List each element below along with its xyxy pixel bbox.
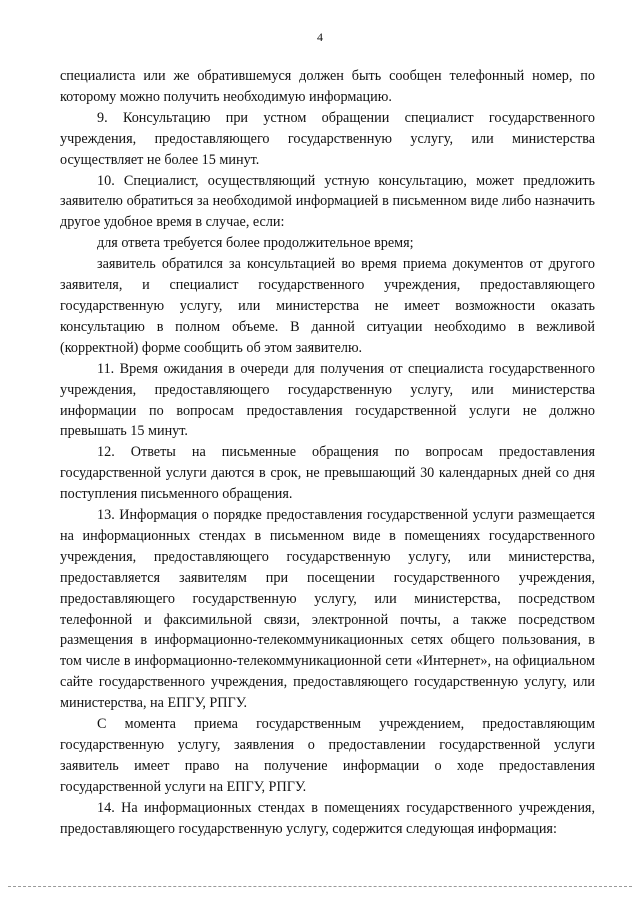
paragraph-13: 13. Информация о порядке предоставления государственной услуги размещается на информационных стендах в письменном виде в помещениях государственного учреждения, предоставляющего государственную услугу, или министерства, предоставляется заявителям при посещении государственного учреждения, предоставляющего государственную услугу, или министерства, посредством телефонной и факсимильной связи, электронной почты, а также посредством размещения в информационно-телекоммуникационных сетях общего пользования, в том числе в информационно-телекоммуникационной сети «Интернет», на официальном сайте государственного учреждения, предоставляющего государственную услугу, или министерства, на ЕПГУ, РПГУ.	[60, 507, 595, 712]
paragraph-11: 11. Время ожидания в очереди для получения от специалиста государственного учреждения, предоставляющего государственную услугу, или министерства информации по вопросам предоставления государственной услуги не должно превышать 15 минут.	[60, 360, 595, 440]
page-number: 4	[317, 30, 323, 44]
paragraph-13-addendum: С момента приема государственным учреждением, предоставляющим государственную услугу, заявления о предоставлении государственной услуги заявитель имеет право на получение информации о ходе предоставления государственной услуги на ЕПГУ, РПГУ.	[60, 716, 595, 795]
paragraph-9: 9. Консультацию при устном обращении специалист государственного учреждения, предоставляющего государственную услугу, или министерства осуществляет не более 15 минут.	[60, 109, 595, 168]
document-body	[60, 66, 595, 840]
paragraph-10: 10. Специалист, осуществляющий устную консультацию, может предложить заявителю обратиться за необходимой информацией в письменном виде либо назначить другое удобное время в случае, если:	[60, 172, 595, 231]
footer-divider	[8, 886, 632, 887]
paragraph-10-case-1: для ответа требуется более продолжительное время;	[97, 235, 414, 252]
paragraph-14: 14. На информационных стендах в помещениях государственного учреждения, предоставляющего государственную услугу, содержится следующая информация:	[60, 799, 595, 837]
paragraph-12: 12. Ответы на письменные обращения по вопросам предоставления государственной услуги даются в срок, не превышающий 30 календарных дней со дня поступления письменного обращения.	[60, 444, 595, 503]
paragraph-continuation: специалиста или же обратившемуся должен быть сообщен телефонный номер, по которому можно получить необходимую информацию.	[60, 68, 595, 105]
paragraph-10-case-2: заявитель обратился за консультацией во время приема документов от другого заявителя, и специалист государственного учреждения, предоставляющего государственную услугу, или министерства не имеет возможности оказать консультацию в полном объеме. В данной ситуации необходимо в вежливой (корректной) форме сообщить об этом заявителю.	[60, 256, 595, 356]
